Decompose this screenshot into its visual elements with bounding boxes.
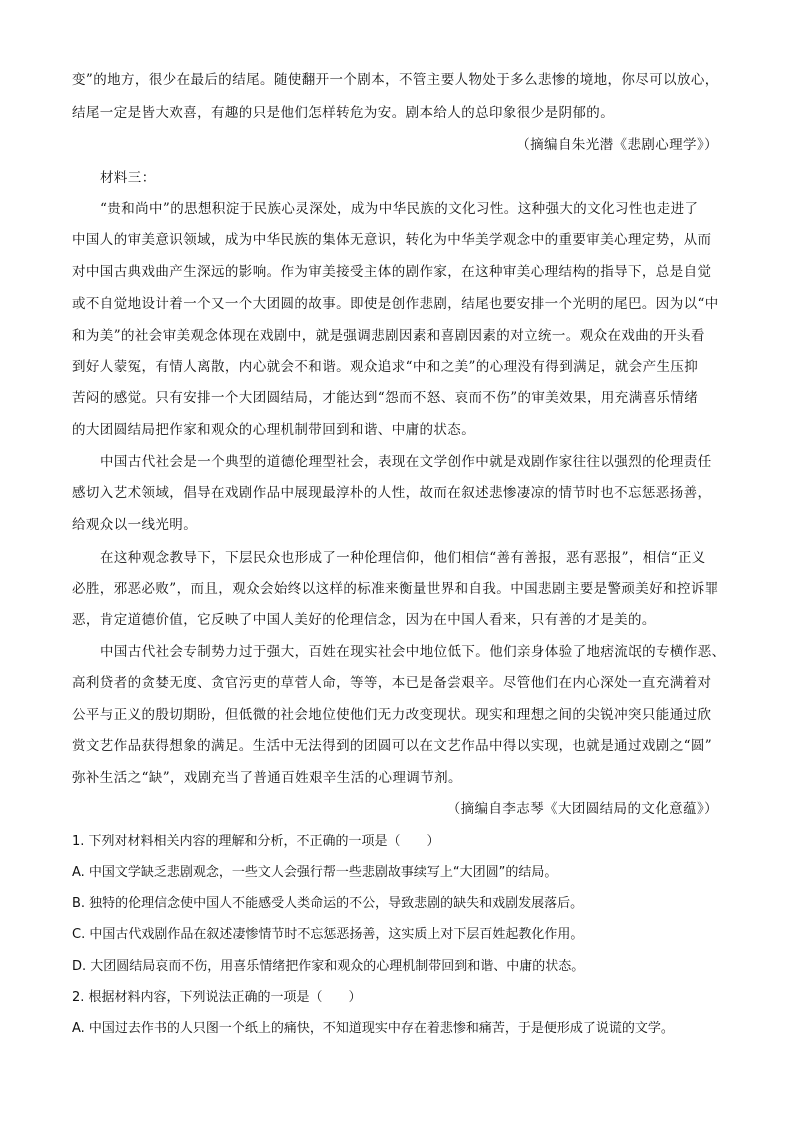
m3-p2-line-1: 中国古代社会是一个典型的道德伦理型社会，表现在文学创作中就是戏剧作家往往以强烈的伦理责任 (100, 454, 712, 470)
m3-p3-line-1: 在这种观念教导下，下层民众也形成了一种伦理信仰，他们相信“善有善报，恶有恶报”，相信“正义 (100, 550, 706, 566)
question1-option-d: D. 大团圆结局哀而不伤，用喜乐情绪把作家和观众的心理机制带回到和谐、中庸的状态。 (72, 959, 585, 974)
m3-p4-line-3: 公平与正义的殷切期盼，但低微的社会地位使他们无力改变现状。现实和理想之间的尖锐冲突只能通过欣 (72, 707, 712, 723)
question1-option-b: B. 独特的伦理信念使中国人不能感受人类命运的不公，导致悲剧的缺失和戏剧发展落后。 (72, 896, 584, 911)
m3-p1-line-1: “贵和尚中”的思想积淀于民族心灵深处，成为中华民族的文化习性。这种强大的文化习性也走进了 (100, 201, 699, 217)
m3-p4-line-4: 赏文艺作品获得想象的满足。生活中无法得到的团圆可以在文艺作品中得以实现，也就是通过戏剧之“圆” (72, 738, 713, 754)
m3-p1-line-6: 到好人蒙冤，有情人离散，内心就会不和谐。观众追求“中和之美”的心理没有得到满足，就会产生压抑 (72, 359, 699, 375)
question2-stem: 2. 根据材料内容，下列说法正确的一项是（ ） (72, 990, 362, 1005)
m3-p3-line-2: 必胜，邪恶必败”，而且，观众会始终以这样的标准来衡量世界和自我。中国悲剧主要是警顽美好和控诉罪 (72, 581, 719, 597)
m3-p1-line-8: 的大团圆结局把作家和观众的心理机制带回到和谐、中庸的状态。 (72, 422, 476, 438)
material2-line-2: 结尾一定是皆大欢喜，有趣的只是他们怎样转危为安。剧本给人的总印象很少是阴郁的。 (72, 105, 615, 121)
m3-p1-line-3: 对中国古典戏曲产生深远的影响。作为审美接受主体的剧作家，在这种审美心理结构的指导下，总是自觉 (72, 264, 712, 280)
m3-p2-line-2: 感切入艺术领域，倡导在戏剧作品中展现最淳朴的人性，故而在叙述悲惨凄凉的情节时也不忘惩恶扬善， (72, 485, 712, 501)
material2-citation: （摘编自朱光潜《悲剧心理学》） (516, 137, 718, 153)
m3-p1-line-7: 苦闷的感觉。只有安排一个大团圆结局，才能达到“怨而不怒、哀而不伤”的审美效果，用充满喜乐情绪 (72, 390, 699, 406)
question2-option-a: A. 中国过去作书的人只图一个纸上的痛快，不知道现实中存在着悲惨和痛苦，于是便形成了说谎的文学。 (72, 1021, 674, 1036)
m3-p1-line-2: 中国人的审美意识领域，成为中华民族的集体无意识，转化为中华美学观念中的重要审美心理定势，从而 (72, 232, 712, 248)
m3-p3-line-3: 恶，肯定道德价值，它反映了中国人美好的伦理信念，因为在中国人看来，只有善的才是美的。 (72, 612, 656, 628)
m3-p4-line-1: 中国古代社会专制势力过于强大，百姓在现实社会中地位低下。他们亲身体验了地痞流氓的专横作恶、 (100, 644, 726, 660)
material3-citation: （摘编自李志琴《大团圆结局的文化意蕴》） (446, 801, 718, 817)
m3-p4-line-5: 弥补生活之“缺”，戏剧充当了普通百姓艰辛生活的心理调节剂。 (72, 770, 462, 786)
m3-p2-line-3: 给观众以一线光明。 (72, 517, 198, 533)
question1-option-c: C. 中国古代戏剧作品在叙述凄惨情节时不忘惩恶扬善，这实质上对下层百姓起教化作用。 (72, 927, 584, 942)
m3-p4-line-2: 高利贷者的贪婪无度、贪官污吏的草菅人命，等等，本已是备尝艰辛。尽管他们在内心深处一直充满着对 (72, 675, 712, 691)
material3-heading: 材料三： (100, 170, 156, 186)
question1-stem: 1. 下列对材料相关内容的理解和分析，不正确的一项是（ ） (72, 834, 440, 849)
material2-line-1: 变”的地方，很少在最后的结尾。随使翻开一个剧本，不管主要人物处于多么悲惨的境地，你尽可以放心， (72, 72, 719, 88)
m3-p1-line-4: 或不自觉地设计着一个又一个大团圆的故事。即使是创作悲剧，结尾也要安排一个光明的尾巴。因为以“中 (72, 296, 719, 312)
m3-p1-line-5: 和为美”的社会审美观念体现在戏剧中，就是强调悲剧因素和喜剧因素的对立统一。观众在戏曲的开头看 (72, 328, 705, 344)
question1-option-a: A. 中国文学缺乏悲剧观念，一些文人会强行帮一些悲剧故事续写上“大团圆”的结局。 (72, 865, 558, 880)
